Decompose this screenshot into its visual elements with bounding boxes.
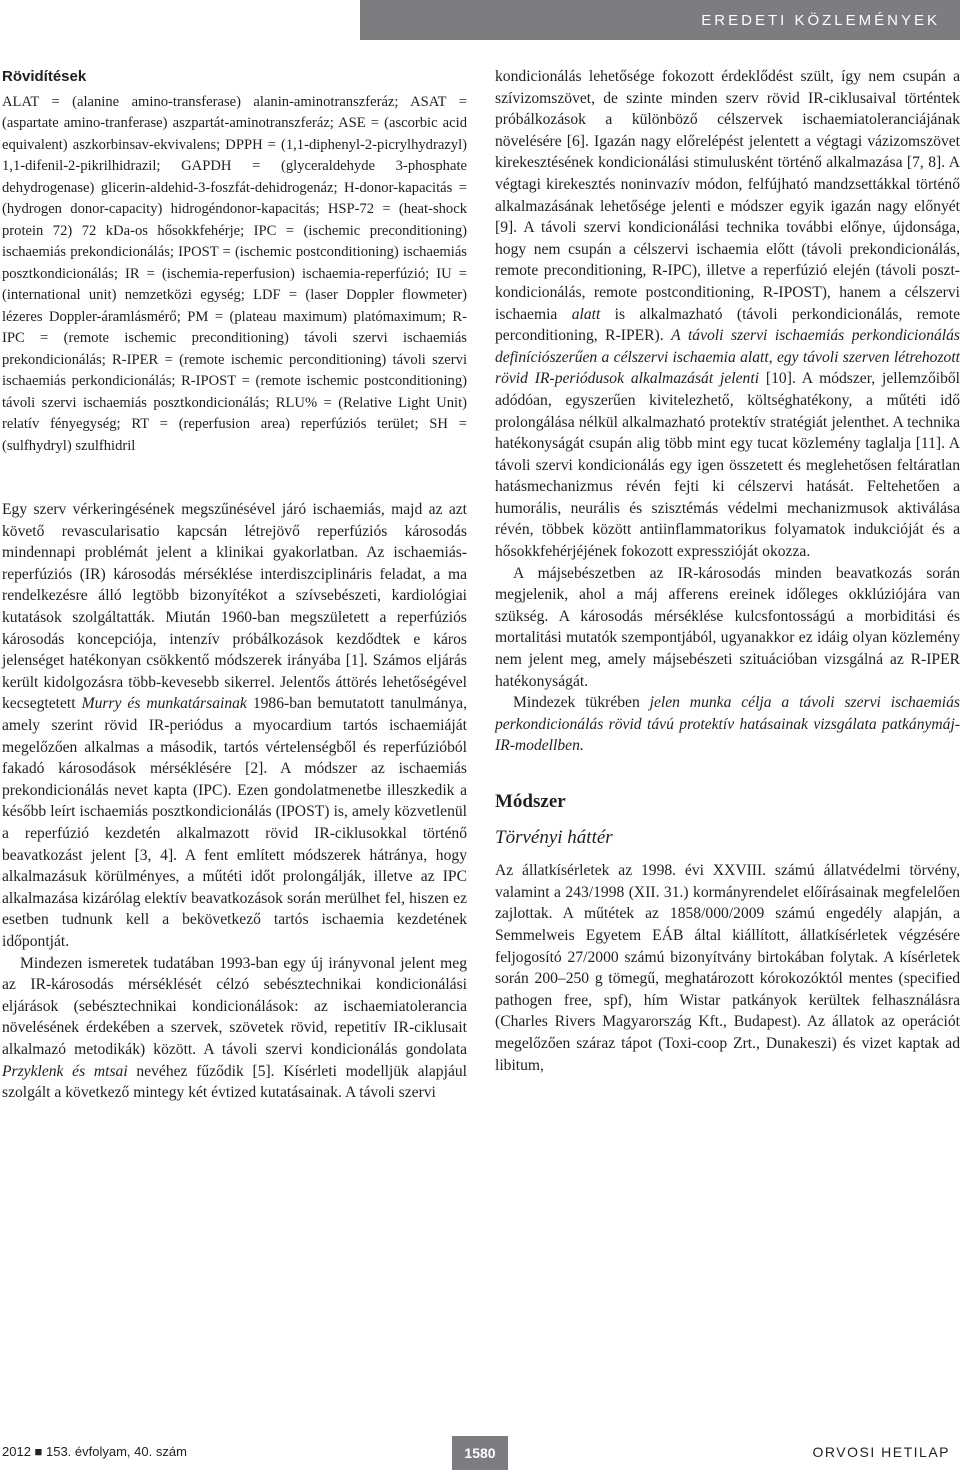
right-paragraph-4: Az állatkísérletek az 1998. évi XXVIII. számú állatvédelmi törvény, valamint a 243/1998 (XII. 31.) kormányrendelet előírásainak megfelelően zajlottak. A műtétek az 1858/000/2009 számú engedély alapján, a Semmelweis Egyetem EÁB által kiállított, állatkísérletek végzésére feljogosító 27/2000 számú bizonyítvány birtokában folytak. A kísérletek során 200–250 g tömegű, meghatározott kórokozóktól mentes (specified pathogen free, spf), hím Wistar patkányok kerültek felhasználásra (Charles Rivers Magyarország Kft., Budapest). Az állatok az operációt megelőzően száraz tápot (Toxi-coop Zrt., Dunakeszi) és vizet kaptak ad libitum, bbox=[495, 862, 960, 1074]
left-column bbox=[2, 66, 467, 1104]
header-bar bbox=[0, 0, 960, 40]
right-column bbox=[495, 66, 960, 1076]
right-paragraph-1: kondicionálás lehetősége fokozott érdeklődést szült, így nem csupán a szívizomszövet, de szinte minden szerv rövid IR-ciklusaival történtek próbálkozások a különböző célszervek ischaemiatoleranciájának növelésére [6]. Igazán nagy előrelépést jelentett a végtagi vázizomszövet kirekesztésének kondicionálási stimulusként történő alkalmazása [7, 8]. A végtagi kirekesztés noninvazív módon, felfújható mandzsettákkal történő alkalmazásának lehetősége jelenti e módszer egyik igazán nagy előnyét [9]. A távoli szervi kondicionálási technika további előnye, újdonsága, hogy nem csupán a célszervi ischaemia előtt (távoli prekondicionálás, remote preconditioning, R-IPC), illetve a reperfúzió elején (távoli posztkondicionálás, remote postconditioning, R-IPOST), hanem a célszervi ischaemia alatt is alkalmazható (távoli perkondicionálás, remote perconditioning, R-IPER). A távoli szervi ischaemiás perkondicionálás definíciószerűen a célszervi ischaemia alatt, egy távoli szerven létrehozott rövid IR-periódusok alkalmazását jelenti [10]. A módszer, jellemzőiből adódóan, egyszerűen kivitelezhető, költséghatékony, a műtéti idő prolongálása nélkül alkalmazható protektív stratégiát jelenthet. A technika hatékonyságát csupán alig több mint egy tucat közlemény taglalja [11]. A távoli szervi kondicionálás egy igen összetett és meglehetősen feltáratlan hatásmechanizmus révén fejti ki célszervi hatását. Feltehetően a humorális, neurális és szisztémás védelmi mechanizmusok aktiválása révén, többek között antiinflammatorikus folyamatok indukcióját és a hősokkfehérjéjének fokozott expresszióját okozza. bbox=[495, 68, 960, 561]
right-paragraph-3: Mindezek tükrében jelen munka célja a távoli szervi ischaemiás perkondicionálás rövid távú protektív hatásainak vizsgálata patkánymáj-IR-modellben. bbox=[495, 694, 960, 755]
right-paragraph-2: A májsebészetben az IR-károsodás minden beavatkozás során megjelenik, ahol a máj afferens ereinek időleges okklúziójára van szükség. A károsodás mérséklése kulcsfontosságú a morbiditási és mortalitási mutatók szempontjából, ugyanakkor ez idáig olyan közlemény nem jelent meg, amely májsebészeti szituációban vizsgálná az R-IPER hatékonyságát. bbox=[495, 564, 960, 690]
page-number: 1580 bbox=[452, 1436, 508, 1470]
page-footer bbox=[0, 1436, 960, 1470]
abbreviations-title: Rövidítések bbox=[2, 68, 87, 85]
left-paragraph-2: Mindezen ismeretek tudatában 1993-ban egy új irányvonal jelent meg az IR-károsodás mérséklését célzó sebésztechnikai kondicionálási eljárások (sebésztechnikai kondicionálások: az ischaemiatolerancia növelésének érdekében a szervek, szövetek rövid, repetitív IR-ciklusait alkalmazó metodikák) között. A távoli szervi kondicionálás gondolata Przyklenk és mtsai nevéhez fűződik [5]. Kísérleti modelljük alapjául szolgált a következő mintegy két évtized kutatásainak. A távoli szervi bbox=[2, 954, 467, 1102]
abbreviations-text: ALAT = (alanine amino-transferase) alanin-aminotranszferáz; ASAT = (aspartate amino-tranferase) aszpartát-aminotranszferáz; ASE = (ascorbic acid equivalent) aszkorbinsav-ekvivalens; DPPH = (1,1-diphenyl-2-picrylhydrazyl) 1,1-difenil-2-pikrilhidrazil; GAPDH = (glyceraldehyde 3-phosphate dehydrogenase) glicerin-aldehid-3-foszfát-dehidrogenáz; H-donor-kapacitás = (hydrogen donor-capacity) hidrogéndonor-kapacitás; HSP-72 = (heat-shock protein 72) 72 kDa-os hősokkfehérje; IPC = (ischemic preconditioning) ischaemiás prekondicionálás; IPOST = (ischemic postconditioning) ischaemiás posztkondicionálás; IR = (ischemia-reperfusion) ischaemia-reperfúzió; IU = (international unit) nemzetközi egység; LDF = (laser Doppler flowmeter) lézeres Doppler-áramlásmérő; PM = (plateau maximum) platómaximum; R-IPC = (remote ischemic preconditioning) távoli szervi ischaemiás prekondicionálás; R-IPER = (remote ischemic perconditioning) távoli szervi ischaemiás perkondicionálás; R-IPOST = (remote ischemic postconditioning) távoli szervi ischaemiás posztkondicionálás; RLU% = (Relative Light Unit) relatív fényegység; RT = (reperfusion area) reperfúziós terület; SH = (sulfhydryl) szulfhidril bbox=[2, 93, 467, 454]
subsection-title: Törvényi háttér bbox=[495, 826, 613, 848]
section-label: EREDETI KÖZLEMÉNYEK bbox=[360, 0, 960, 40]
issue-info: 2012 ■ 153. évfolyam, 40. szám bbox=[2, 1444, 187, 1459]
section-title: Módszer bbox=[495, 791, 566, 812]
left-paragraph-1: Egy szerv vérkeringésének megszűnésével járó ischaemiás, majd az azt követő revascularisatio kapcsán létrejövő reperfúziós károsodás mindennapi problémát jelent a klinikai gyakorlatban. Az ischaemiás-reperfúziós (IR) károsodás mérséklése interdiszciplináris feladat, a ma rendelkezésre álló legtöbb bizonyítékot a szívsebészeti, kardiológiai kutatások szolgáltatták. Miután 1960-ban megszületett a reperfúziós károsodás koncepciója, intenzív próbálkozások kezdődtek e káros jelenséget hatékonyan csökkentő módszerek irányába [1]. Számos eljárás került kidolgozásra több-kevesebb sikerrel. Jelentős áttörés lehetőségével kecsegtetett Murry és munkatársainak 1986-ban bemutatott tanulmánya, amely szerint rövid IR-periódus a myocardium tartós ischaemiáját megelőzően alkalmas a második, tartós vértelenségből és reperfúzióból fakadó károsodások mérséklésére [2]. A módszer az ischaemiás prekondicionálás nevet kapta (IPC). Ezen gondolatmenetbe illeszkedik a később leírt ischaemiás posztkondicionálás (IPOST) is, amely közvetlenül a reperfúzió kezdetén alkalmazott rövid IR-ciklusokkal történő beavatkozást jelent [3, 4]. A fent említett módszerek hátránya, hogy alkalmazásuk körülményes, a műtéti időt prolongálják, illetve az IPC alkalmazása kizárólag elektív beavatkozások során merülhet fel, hiszen ez esetben tudnunk kell a bekövetkező tartós ischaemia kezdetének időpontját. bbox=[2, 501, 467, 950]
journal-name: ORVOSI HETILAP bbox=[812, 1444, 950, 1460]
